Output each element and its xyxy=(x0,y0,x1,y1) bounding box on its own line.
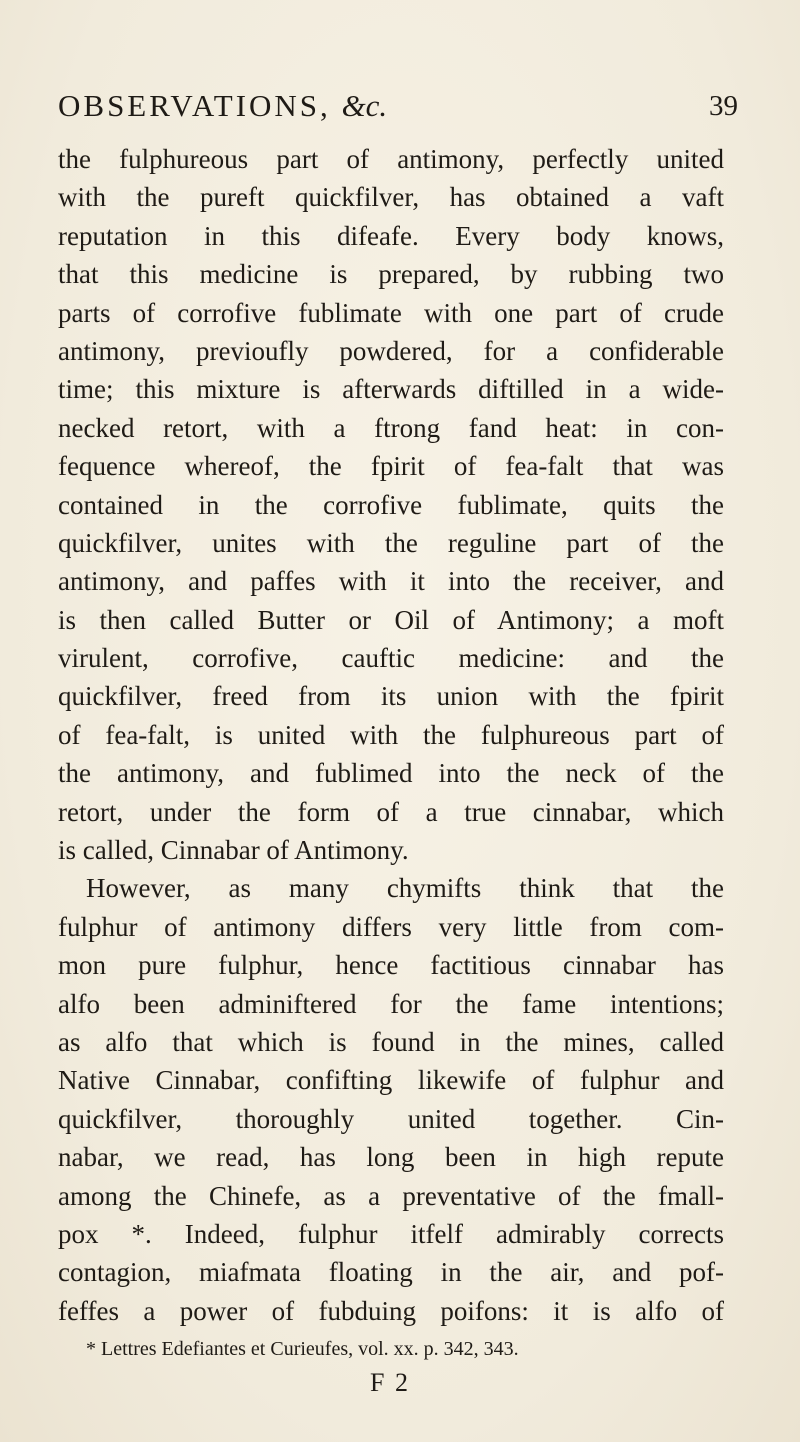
text-line: nabar, we read, has long been in high repute xyxy=(58,1142,724,1173)
text-line: as alfo that which is found in the mines, called xyxy=(58,1026,724,1057)
text-line: reputation in this difeafe. Every body knows, xyxy=(58,220,724,251)
text-line: Native Cinnabar, confifting likewife of fulphur and xyxy=(58,1065,724,1096)
text-line: antimony, previoufly powdered, for a confiderable xyxy=(58,335,724,366)
text-line: is called, Cinnabar of Antimony. xyxy=(58,835,409,866)
text-line: virulent, corrofive, cauftic medicine: and the xyxy=(58,643,724,674)
text-line: fulphur of antimony differs very little from com- xyxy=(58,911,724,942)
text-line: among the Chinefe, as a preventative of the fmall- xyxy=(58,1180,724,1211)
text-line: retort, under the form of a true cinnabar, which xyxy=(58,796,724,827)
text-line: alfo been adminiftered for the fame intentions; xyxy=(58,988,724,1019)
text-line: quickfilver, unites with the reguline part of the xyxy=(58,527,724,558)
text-line: feffes a power of fubduing poifons: it is alfo of xyxy=(58,1295,724,1326)
body-text xyxy=(58,140,724,1330)
text-line: mon pure fulphur, hence factitious cinnabar has xyxy=(58,950,724,981)
text-line: that this medicine is prepared, by rubbing two xyxy=(58,259,724,290)
text-line: contagion, miafmata floating in the air, and pof- xyxy=(58,1257,724,1288)
text-line: fequence whereof, the fpirit of fea-falt that was xyxy=(58,451,724,482)
text-line: quickfilver, freed from its union with the fpirit xyxy=(58,681,724,712)
running-title-text: OBSERVATIONS, xyxy=(58,88,331,123)
text-line: is then called Butter or Oil of Antimony; a moft xyxy=(58,604,724,635)
paragraph-start-line: However, as many chymifts think that the xyxy=(86,873,724,904)
text-line: necked retort, with a ftrong fand heat: in con- xyxy=(58,412,724,443)
text-line: the antimony, and fublimed into the neck of the xyxy=(58,758,724,789)
signature-mark: F 2 xyxy=(370,1368,410,1397)
text-line: antimony, and paffes with it into the receiver, and xyxy=(58,566,724,597)
text-line: pox *. Indeed, fulphur itfelf admirably corrects xyxy=(58,1218,724,1249)
page-number: 39 xyxy=(709,90,738,122)
text-line: contained in the corrofive fublimate, quits the xyxy=(58,489,724,520)
running-title-suffix: &c. xyxy=(341,88,388,123)
text-line: quickfilver, thoroughly united together. Cin- xyxy=(58,1103,724,1134)
text-line: time; this mixture is afterwards diftilled in a wide- xyxy=(58,374,724,405)
text-line: of fea-falt, is united with the fulphureous part of xyxy=(58,719,724,750)
footnote: * Lettres Edefiantes et Curieufes, vol. xx. p. 342, 343. xyxy=(86,1338,519,1360)
text-line: the fulphureous part of antimony, perfectly united xyxy=(58,144,724,174)
text-line: with the pureft quickfilver, has obtained a vaft xyxy=(58,182,724,213)
text-line: parts of corrofive fublimate with one part of crude xyxy=(58,297,724,328)
page-header xyxy=(58,88,738,138)
running-title xyxy=(58,88,387,124)
